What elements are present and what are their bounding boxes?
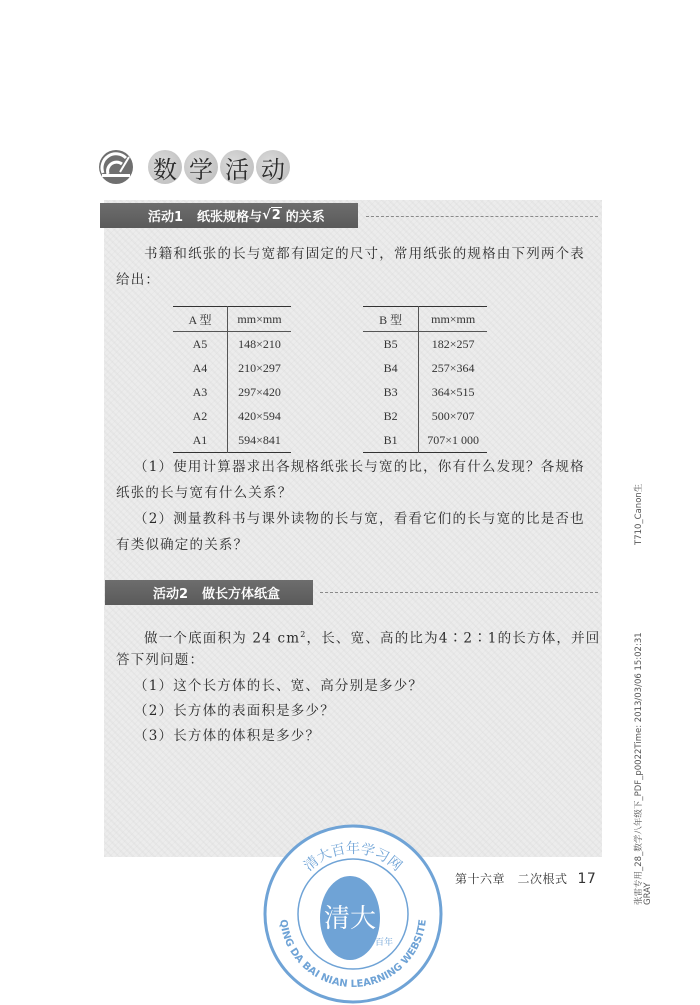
table-cell: 257×364 (431, 360, 475, 375)
activity2-intro-line2: 答下列问题： (116, 652, 205, 668)
activity1-q1-line1: （1）使用计算器求出各规格纸张长与宽的比，你有什么发现？各规格 (134, 459, 585, 475)
table-cell: A3 (173, 380, 227, 404)
table-row (363, 332, 487, 357)
svg-text:百年: 百年 (374, 938, 394, 948)
title-char: 学 (184, 150, 218, 184)
activity2-intro-line1 (144, 622, 601, 652)
svg-text:清大: 清大 (323, 904, 377, 934)
gauge-logo-icon (98, 149, 134, 185)
activity1-intro-line1: 书籍和纸张的长与宽都有固定的尺寸，常用纸张的规格由下列两个表 (144, 246, 585, 262)
sqrt-symbol: √2 (262, 208, 281, 223)
activity2-q2: （2）长方体的表面积是多少？ (134, 703, 335, 719)
svg-text:清大百年学习网: 清大百年学习网 (301, 841, 405, 875)
table-cell: A1 (173, 428, 227, 453)
table-header-row (363, 307, 487, 332)
paper-table-b (363, 306, 487, 453)
paper-table-a (173, 306, 291, 453)
activity1-title-suffix: 的关系 (285, 210, 325, 225)
table-cell: 182×257 (431, 336, 475, 351)
activity2-q1: （1）这个长方体的长、宽、高分别是多少？ (134, 678, 424, 694)
table-cell: 210×297 (238, 360, 281, 375)
table-header: mm×mm (419, 307, 487, 332)
table-cell: 297×420 (238, 384, 281, 399)
title-char: 动 (256, 150, 290, 184)
table-cell: B2 (363, 404, 419, 428)
dashed-divider (366, 216, 598, 217)
activity2-label: 活动2 (153, 587, 189, 602)
table-cell: A5 (173, 332, 227, 357)
table-cell: 707×1 000 (427, 432, 480, 447)
activity1-header (100, 203, 358, 228)
table-row (363, 380, 487, 404)
table-cell: B4 (363, 356, 419, 380)
table-row (173, 356, 291, 380)
table-row (363, 428, 487, 453)
title-char: 活 (220, 150, 254, 184)
intro-text: ，长、宽、高的比为4∶2∶1的长方体，并回 (306, 630, 601, 647)
activity1-q1-line2: 纸张的长与宽有什么关系？ (116, 485, 293, 501)
activity1-label: 活动1 (148, 210, 184, 225)
table-row (173, 428, 291, 453)
table-header: mm×mm (227, 307, 291, 332)
superscript: 2 (300, 630, 307, 639)
side-margin-lower: 张雷专用_28_数学八年级下_PDF_p0022Time: 2013/03/06 15:02:31 (634, 632, 644, 905)
table-row (363, 404, 487, 428)
table-cell: B3 (363, 380, 419, 404)
table-cell: 148×210 (238, 336, 281, 351)
svg-text:QING DA BAI NIAN LEARNING WEBS: QING DA BAI NIAN LEARNING WEBSITE (277, 918, 429, 991)
activity1-q2-line2: 有类似确定的关系？ (116, 537, 249, 553)
table-row (173, 404, 291, 428)
table-row (173, 332, 291, 357)
dashed-divider (320, 592, 598, 593)
table-row (173, 380, 291, 404)
activity1-q2-line1: （2）测量教科书与课外读物的长与宽，看看它们的长与宽的比是否也 (134, 511, 585, 527)
table-cell: A4 (173, 356, 227, 380)
activity2-q3: （3）长方体的体积是多少？ (134, 728, 321, 744)
table-header: A 型 (173, 307, 227, 332)
activity2-header (105, 580, 313, 605)
page-number: 17 (577, 871, 597, 887)
table-cell: A2 (173, 404, 227, 428)
side-margin-lower2: GRAY (643, 882, 653, 905)
table-cell: 594×841 (238, 432, 281, 447)
table-cell: B1 (363, 428, 419, 453)
table-cell: B5 (363, 332, 419, 357)
page-footer (455, 870, 596, 887)
table-cell: 364×515 (431, 384, 475, 399)
table-cell: 420×594 (238, 408, 281, 423)
watermark-stamp-icon (262, 823, 444, 1005)
table-header-row (173, 307, 291, 332)
intro-text: 做一个底面积为 24 cm (144, 630, 301, 647)
table-header: B 型 (363, 307, 419, 332)
activity2-title: 做长方体纸盒 (202, 587, 281, 602)
activity1-title-prefix: 纸张规格与 (197, 210, 263, 225)
table-cell: 500×707 (431, 408, 475, 423)
side-margin-upper: T710_Canon生 (634, 483, 644, 545)
activity1-intro-line2: 给出： (116, 272, 161, 288)
chapter-title: 第十六章 二次根式 (455, 872, 568, 886)
section-title (98, 142, 292, 192)
title-char: 数 (148, 150, 182, 184)
table-row (363, 356, 487, 380)
